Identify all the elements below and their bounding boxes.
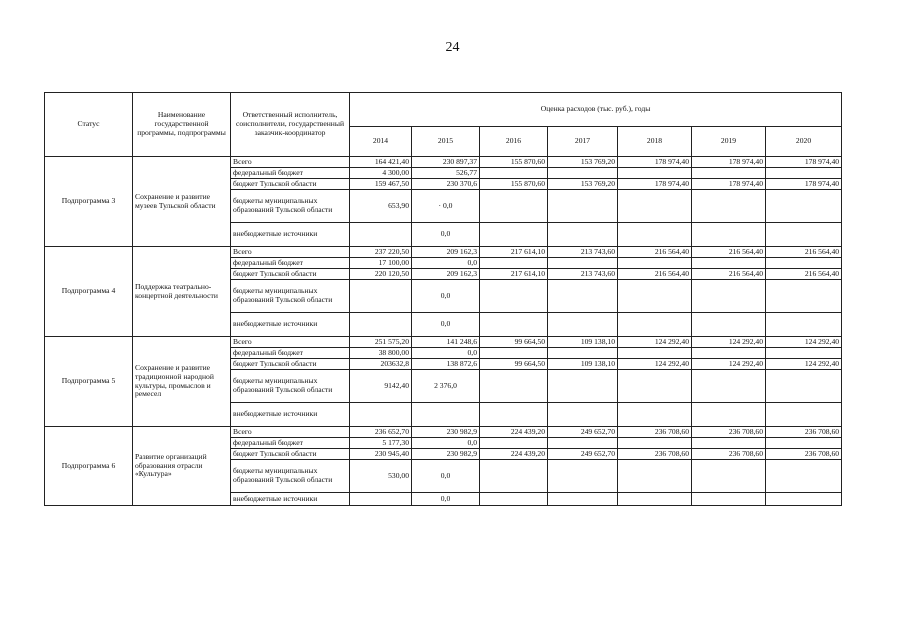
amount-cell: 530,00 — [350, 460, 412, 493]
header-year: 2017 — [548, 127, 618, 157]
amount-cell: 213 743,60 — [548, 269, 618, 280]
amount-cell — [480, 258, 548, 269]
amount-cell — [350, 223, 412, 247]
amount-cell: 99 664,50 — [480, 359, 548, 370]
amount-cell — [692, 280, 766, 313]
amount-cell — [766, 493, 842, 506]
header-year: 2018 — [618, 127, 692, 157]
funding-source-municipal: бюджеты муниципальных образований Тульской области — [231, 280, 350, 313]
funding-source-total: Всего — [231, 247, 350, 258]
amount-cell: 109 138,10 — [548, 337, 618, 348]
amount-cell: 216 564,40 — [692, 247, 766, 258]
amount-cell: 217 614,10 — [480, 247, 548, 258]
amount-cell — [480, 223, 548, 247]
amount-cell: 9142,40 — [350, 370, 412, 403]
subprogram-status: Подпрограмма 5 — [45, 337, 133, 427]
amount-cell: 216 564,40 — [618, 247, 692, 258]
header-program-name: Наименование государственной программы, подпрограммы — [133, 93, 231, 157]
amount-cell — [692, 348, 766, 359]
amount-cell: 230 370,6 — [412, 179, 480, 190]
amount-cell: 124 292,40 — [692, 359, 766, 370]
amount-cell — [480, 493, 548, 506]
amount-cell: 159 467,50 — [350, 179, 412, 190]
amount-cell — [480, 370, 548, 403]
amount-cell: · 0,0 — [412, 190, 480, 223]
header-year: 2014 — [350, 127, 412, 157]
amount-cell — [618, 438, 692, 449]
amount-cell: 224 439,20 — [480, 449, 548, 460]
amount-cell — [548, 403, 618, 427]
amount-cell: 236 652,70 — [350, 427, 412, 438]
funding-source-municipal: бюджеты муниципальных образований Тульской области — [231, 460, 350, 493]
amount-cell: 164 421,40 — [350, 157, 412, 168]
amount-cell — [618, 190, 692, 223]
amount-cell: 236 708,60 — [692, 449, 766, 460]
amount-cell — [692, 168, 766, 179]
amount-cell — [692, 258, 766, 269]
amount-cell — [692, 223, 766, 247]
table-header — [45, 93, 842, 157]
amount-cell — [350, 313, 412, 337]
amount-cell — [618, 313, 692, 337]
amount-cell: 0,0 — [412, 438, 480, 449]
funding-source-extrabudgetary: внебюджетные источники — [231, 493, 350, 506]
amount-cell — [692, 313, 766, 337]
amount-cell: 236 708,60 — [766, 449, 842, 460]
table-row — [45, 247, 842, 258]
funding-source-federal: федеральный бюджет — [231, 438, 350, 449]
amount-cell — [480, 438, 548, 449]
funding-source-extrabudgetary: внебюджетные источники — [231, 313, 350, 337]
amount-cell — [692, 493, 766, 506]
amount-cell — [548, 460, 618, 493]
amount-cell: 5 177,30 — [350, 438, 412, 449]
header-year: 2016 — [480, 127, 548, 157]
amount-cell — [618, 348, 692, 359]
amount-cell: 249 652,70 — [548, 449, 618, 460]
amount-cell: 0,0 — [412, 258, 480, 269]
page-number: 24 — [445, 40, 460, 55]
header-year: 2015 — [412, 127, 480, 157]
amount-cell: 0,0 — [412, 460, 480, 493]
expenditure-table — [44, 92, 842, 506]
amount-cell: 124 292,40 — [692, 337, 766, 348]
amount-cell: 251 575,20 — [350, 337, 412, 348]
amount-cell — [618, 223, 692, 247]
amount-cell: 216 564,40 — [766, 269, 842, 280]
subprogram-name: Поддержка театрально-концертной деятельности — [133, 247, 231, 337]
amount-cell: 653,90 — [350, 190, 412, 223]
amount-cell: 216 564,40 — [692, 269, 766, 280]
amount-cell — [480, 403, 548, 427]
amount-cell — [766, 348, 842, 359]
amount-cell: 230 982,9 — [412, 427, 480, 438]
amount-cell — [692, 370, 766, 403]
funding-source-total: Всего — [231, 157, 350, 168]
amount-cell — [618, 280, 692, 313]
amount-cell — [548, 190, 618, 223]
amount-cell — [548, 223, 618, 247]
amount-cell — [350, 403, 412, 427]
amount-cell: 141 248,6 — [412, 337, 480, 348]
amount-cell: 178 974,40 — [766, 157, 842, 168]
amount-cell: 109 138,10 — [548, 359, 618, 370]
amount-cell — [480, 280, 548, 313]
amount-cell — [618, 370, 692, 403]
amount-cell — [766, 280, 842, 313]
header-estimate: Оценка расходов (тыс. руб.), годы — [350, 93, 842, 127]
amount-cell — [480, 313, 548, 337]
amount-cell — [548, 280, 618, 313]
amount-cell: 124 292,40 — [766, 359, 842, 370]
amount-cell: 230 945,40 — [350, 449, 412, 460]
funding-source-regional: бюджет Тульской области — [231, 359, 350, 370]
amount-cell: 209 162,3 — [412, 247, 480, 258]
amount-cell: 153 769,20 — [548, 179, 618, 190]
amount-cell: 236 708,60 — [618, 427, 692, 438]
amount-cell — [766, 460, 842, 493]
amount-cell: 236 708,60 — [618, 449, 692, 460]
amount-cell — [766, 223, 842, 247]
amount-cell — [692, 438, 766, 449]
amount-cell: 213 743,60 — [548, 247, 618, 258]
amount-cell: 138 872,6 — [412, 359, 480, 370]
funding-source-regional: бюджет Тульской области — [231, 449, 350, 460]
amount-cell: 0,0 — [412, 223, 480, 247]
amount-cell: 124 292,40 — [618, 359, 692, 370]
amount-cell — [766, 403, 842, 427]
subprogram-status: Подпрограмма 3 — [45, 157, 133, 247]
amount-cell — [766, 313, 842, 337]
amount-cell — [548, 370, 618, 403]
amount-cell: 17 100,00 — [350, 258, 412, 269]
amount-cell: 249 652,70 — [548, 427, 618, 438]
amount-cell — [766, 370, 842, 403]
funding-source-total: Всего — [231, 427, 350, 438]
funding-source-municipal: бюджеты муниципальных образований Тульской области — [231, 190, 350, 223]
amount-cell: 178 974,40 — [692, 157, 766, 168]
amount-cell: 178 974,40 — [692, 179, 766, 190]
amount-cell — [350, 280, 412, 313]
amount-cell: 209 162,3 — [412, 269, 480, 280]
funding-source-regional: бюджет Тульской области — [231, 269, 350, 280]
amount-cell — [618, 168, 692, 179]
amount-cell: 153 769,20 — [548, 157, 618, 168]
subprogram-status: Подпрограмма 4 — [45, 247, 133, 337]
amount-cell: 230 982,9 — [412, 449, 480, 460]
amount-cell — [480, 348, 548, 359]
amount-cell — [618, 460, 692, 493]
amount-cell — [618, 403, 692, 427]
amount-cell: 237 220,50 — [350, 247, 412, 258]
funding-source-extrabudgetary: внебюджетные источники — [231, 223, 350, 247]
amount-cell: 216 564,40 — [618, 269, 692, 280]
table-row — [45, 157, 842, 168]
header-status: Статус — [45, 93, 133, 157]
amount-cell — [692, 403, 766, 427]
amount-cell — [766, 190, 842, 223]
amount-cell: 224 439,20 — [480, 427, 548, 438]
amount-cell: 236 708,60 — [692, 427, 766, 438]
amount-cell — [766, 438, 842, 449]
amount-cell — [548, 493, 618, 506]
subprogram-name: Сохранение и развитие традиционной народной культуры, промыслов и ремесел — [133, 337, 231, 427]
funding-source-regional: бюджет Тульской области — [231, 179, 350, 190]
header-year: 2020 — [766, 127, 842, 157]
funding-source-total: Всего — [231, 337, 350, 348]
amount-cell: 0,0 — [412, 280, 480, 313]
amount-cell: 38 800,00 — [350, 348, 412, 359]
table-body — [45, 157, 842, 506]
amount-cell: 155 870,60 — [480, 157, 548, 168]
amount-cell — [618, 493, 692, 506]
amount-cell — [692, 460, 766, 493]
amount-cell: 0,0 — [412, 313, 480, 337]
table-row — [45, 427, 842, 438]
header-year: 2019 — [692, 127, 766, 157]
amount-cell — [548, 258, 618, 269]
subprogram-status: Подпрограмма 6 — [45, 427, 133, 506]
funding-source-federal: федеральный бюджет — [231, 348, 350, 359]
amount-cell: 2 376,0 — [412, 370, 480, 403]
funding-source-federal: федеральный бюджет — [231, 258, 350, 269]
amount-cell: 236 708,60 — [766, 427, 842, 438]
amount-cell — [548, 438, 618, 449]
amount-cell: 178 974,40 — [618, 179, 692, 190]
amount-cell — [766, 258, 842, 269]
amount-cell — [480, 460, 548, 493]
amount-cell: 220 120,50 — [350, 269, 412, 280]
amount-cell — [766, 168, 842, 179]
funding-source-municipal: бюджеты муниципальных образований Тульской области — [231, 370, 350, 403]
amount-cell: 155 870,60 — [480, 179, 548, 190]
amount-cell — [548, 348, 618, 359]
subprogram-name: Развитие организаций образования отрасли «Культура» — [133, 427, 231, 506]
amount-cell: 124 292,40 — [618, 337, 692, 348]
amount-cell: 0,0 — [412, 348, 480, 359]
header-executor: Ответственный исполнитель, соисполнители, государственный заказчик-координатор — [231, 93, 350, 157]
amount-cell: 216 564,40 — [766, 247, 842, 258]
amount-cell: 99 664,50 — [480, 337, 548, 348]
amount-cell: 230 897,37 — [412, 157, 480, 168]
amount-cell: 203632,8 — [350, 359, 412, 370]
amount-cell: 0,0 — [412, 493, 480, 506]
amount-cell — [548, 313, 618, 337]
amount-cell: 4 300,00 — [350, 168, 412, 179]
amount-cell — [618, 258, 692, 269]
funding-source-extrabudgetary: внебюджетные источники — [231, 403, 350, 427]
amount-cell: 124 292,40 — [766, 337, 842, 348]
amount-cell — [480, 190, 548, 223]
subprogram-name: Сохранение и развитие музеев Тульской области — [133, 157, 231, 247]
amount-cell — [480, 168, 548, 179]
amount-cell — [412, 403, 480, 427]
table-row — [45, 337, 842, 348]
amount-cell — [350, 493, 412, 506]
amount-cell — [692, 190, 766, 223]
funding-source-federal: федеральный бюджет — [231, 168, 350, 179]
amount-cell: 178 974,40 — [618, 157, 692, 168]
amount-cell: 526,77 — [412, 168, 480, 179]
amount-cell: 217 614,10 — [480, 269, 548, 280]
amount-cell — [548, 168, 618, 179]
amount-cell: 178 974,40 — [766, 179, 842, 190]
